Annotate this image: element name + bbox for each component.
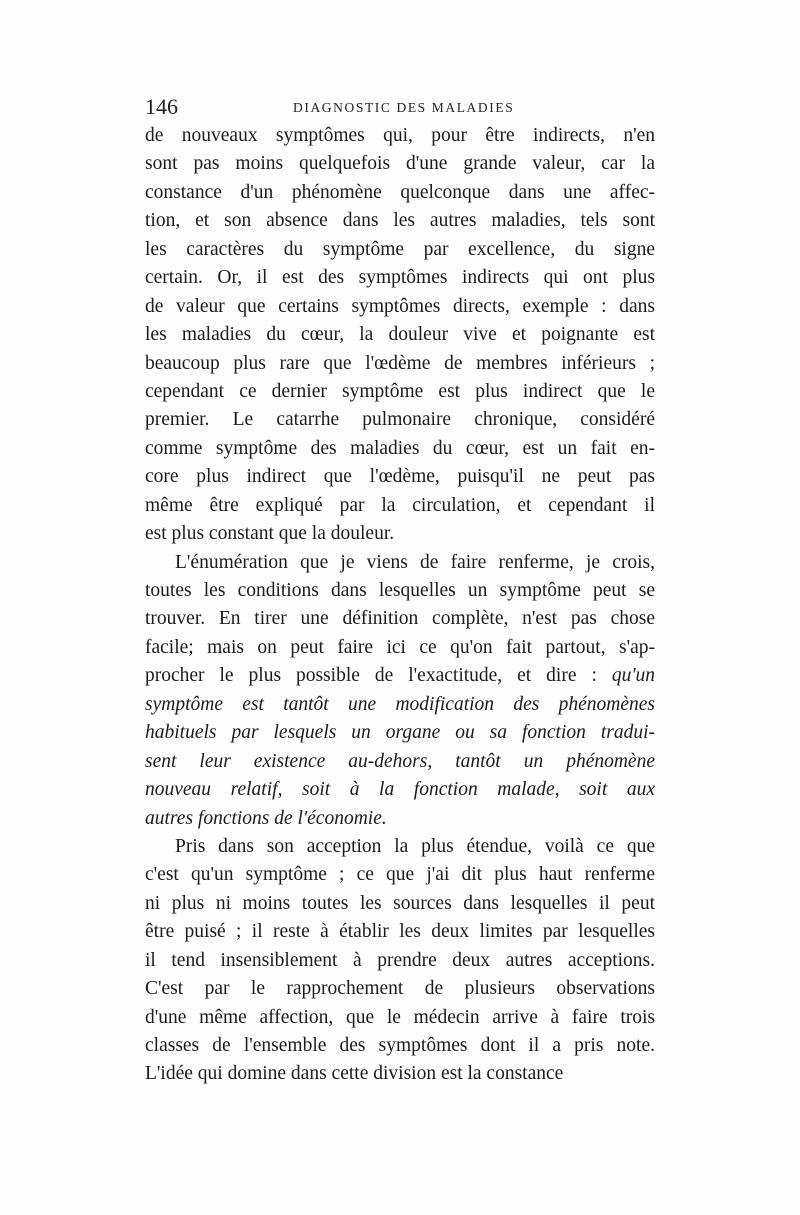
text-line <box>145 150 655 178</box>
italic-text: habituels par lesquels un organe ou sa fonction tradui- <box>145 722 655 744</box>
text-run: certain. Or, il est des symptômes indirects qui ont plus <box>145 267 655 289</box>
text-run: constance d'un phénomène quelconque dans une affec- <box>145 181 655 203</box>
text-line <box>145 207 655 235</box>
text-line <box>145 463 655 491</box>
text-line <box>145 662 655 690</box>
text-line <box>145 378 655 406</box>
text-run: c'est qu'un symptôme ; ce que j'ai dit plus haut renferme <box>145 864 655 886</box>
text-run: de nouveaux symptômes qui, pour être indirects, n'en <box>145 125 655 146</box>
running-head <box>145 96 675 120</box>
text-line <box>145 861 655 889</box>
text-line <box>145 406 655 434</box>
text-run: trouver. En tirer une définition complète, n'est pas chose <box>145 608 655 630</box>
text-run: comme symptôme des maladies du cœur, est un fait en- <box>145 437 655 459</box>
text-run: tion, et son absence dans les autres maladies, tels sont <box>145 210 655 232</box>
italic-text: qu'un <box>611 665 655 687</box>
text-line <box>145 947 655 975</box>
text-line <box>145 435 655 463</box>
running-title: DIAGNOSTIC DES MALADIES <box>293 100 515 115</box>
text-line <box>145 122 655 150</box>
paragraph <box>145 549 655 833</box>
text-run: facile; mais on peut faire ici ce qu'on fait partout, s'ap- <box>145 636 655 658</box>
text-run: même être expliqué par la circulation, et cependant il <box>145 494 655 516</box>
text-run: il tend insensiblement à prendre deux autres acceptions. <box>145 949 655 971</box>
text-run: L'idée qui domine dans cette division est la constance <box>145 1063 564 1085</box>
text-line <box>145 1060 655 1088</box>
text-run: toutes les conditions dans lesquelles un symptôme peut se <box>145 580 655 601</box>
text-line <box>145 236 655 264</box>
text-run: de valeur que certains symptômes directs, exemple : dans <box>145 295 655 317</box>
body-text <box>145 122 655 1089</box>
text-line <box>145 1004 655 1032</box>
text-line <box>145 549 655 577</box>
text-run: procher le plus possible de l'exactitude, et dire : <box>145 665 612 687</box>
text-run: les maladies du cœur, la douleur vive et poignante est <box>145 324 655 346</box>
italic-text: symptôme est tantôt une modification des phénomènes <box>145 693 655 715</box>
text-line <box>145 776 655 804</box>
paragraph <box>145 122 655 549</box>
text-line <box>145 520 655 548</box>
text-line <box>145 605 655 633</box>
text-line <box>145 577 655 605</box>
text-line <box>145 179 655 207</box>
text-run: premier. Le catarrhe pulmonaire chronique, considéré <box>145 409 655 431</box>
text-run: core plus indirect que l'œdème, puisqu'il ne peut pas <box>145 466 655 488</box>
text-run: Pris dans son acception la plus étendue, voilà ce que <box>175 835 655 857</box>
text-line <box>145 833 655 861</box>
text-line <box>145 321 655 349</box>
text-run: d'une même affection, que le médecin arrive à faire trois <box>145 1006 655 1028</box>
text-run: classes de l'ensemble des symptômes dont il a pris note. <box>145 1035 655 1056</box>
text-run: ni plus ni moins toutes les sources dans lesquelles il peut <box>145 892 655 914</box>
text-line <box>145 748 655 776</box>
text-run: les caractères du symptôme par excellence, du signe <box>145 238 655 260</box>
text-line <box>145 264 655 292</box>
text-line <box>145 492 655 520</box>
text-line <box>145 805 655 833</box>
text-line <box>145 890 655 918</box>
text-line <box>145 634 655 662</box>
italic-text: autres fonctions de l'économie. <box>145 807 387 829</box>
italic-text: nouveau relatif, soit à la fonction malade, soit aux <box>145 779 655 801</box>
text-line <box>145 918 655 946</box>
text-line <box>145 350 655 378</box>
text-run: cependant ce dernier symptôme est plus indirect que le <box>145 380 655 402</box>
text-run: L'énumération que je viens de faire renferme, je crois, <box>175 551 655 573</box>
paragraph <box>145 833 655 1089</box>
page-number: 146 <box>145 94 178 119</box>
text-line <box>145 719 655 747</box>
text-line <box>145 1032 655 1060</box>
italic-text: sent leur existence au-dehors, tantôt un phénomène <box>145 750 655 772</box>
text-line <box>145 293 655 321</box>
text-line <box>145 975 655 1003</box>
text-run: est plus constant que la douleur. <box>145 523 395 545</box>
text-line <box>145 691 655 719</box>
text-run: sont pas moins quelquefois d'une grande valeur, car la <box>145 153 655 175</box>
text-run: C'est par le rapprochement de plusieurs observations <box>145 978 655 1000</box>
text-run: être puisé ; il reste à établir les deux limites par lesquelles <box>145 921 655 943</box>
text-run: beaucoup plus rare que l'œdème de membres inférieurs ; <box>145 352 655 374</box>
